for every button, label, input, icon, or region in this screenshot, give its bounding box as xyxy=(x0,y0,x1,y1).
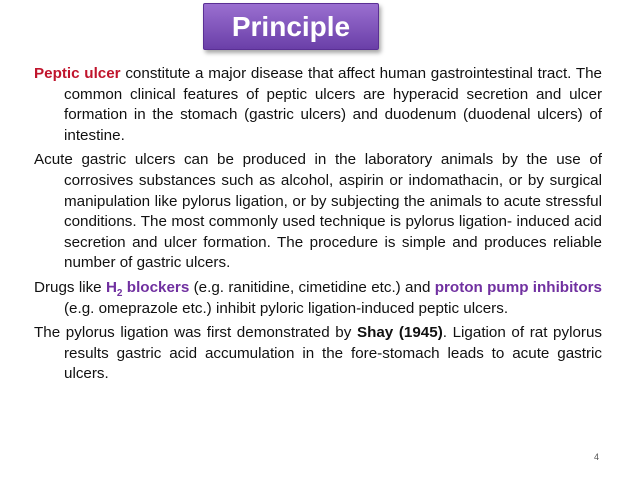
paragraph-pylorus-ligation xyxy=(34,323,602,385)
paragraph-drugs xyxy=(34,278,602,319)
term-h2-subscript: 2 xyxy=(116,287,123,299)
reference-shay: Shay (1945) xyxy=(356,324,443,342)
paragraph-text: . Ligation of rat pylorus results gastric acid accumulation in the fore-stomach leads to acute gastric ulcers. xyxy=(64,324,602,383)
term-peptic-ulcer: Peptic ulcer xyxy=(34,65,121,82)
term-h2-blockers xyxy=(105,278,190,299)
paragraph-text: Drugs like xyxy=(34,278,106,296)
paragraph-text: (e.g. omeprazole etc.) inhibit pyloric ligation-induced peptic ulcers. xyxy=(64,299,509,317)
title-box xyxy=(203,3,379,50)
paragraph-text: (e.g. ranitidine, cimetidine etc.) and xyxy=(189,278,435,296)
paragraph-acute-gastric-ulcers xyxy=(34,150,602,274)
term-h2-letter: H xyxy=(105,278,117,296)
term-h2-rest: blockers xyxy=(122,278,190,296)
slide-content xyxy=(34,64,602,389)
paragraph-text: Acute gastric ulcers can be produced in the laboratory animals by the use of corrosives substances such as alcohol, aspirin or indomathacin, or by surgical manipulation like pylorus ligation, or by subjecting the animals to acute stressful conditions. The most commonly used technique is pylorus ligation- induced acid secretion and ulcer formation. The procedure is simple and produces reliable number of gastric ulcers. xyxy=(34,151,602,272)
term-proton-pump-inhibitors: proton pump inhibitors xyxy=(434,278,602,296)
page-number: 4 xyxy=(594,452,600,462)
slide-title: Principle xyxy=(231,10,351,42)
paragraph-peptic-ulcer xyxy=(34,64,602,146)
paragraph-text: The pylorus ligation was first demonstrated by xyxy=(34,324,357,342)
paragraph-text: constitute a major disease that affect human gastrointestinal tract. The common clinical features of peptic ulcers are hyperacid secretion and ulcer formation in the stomach (gastric ulcers) and duodenum (duodenal ulcers) of intestine. xyxy=(64,65,602,144)
